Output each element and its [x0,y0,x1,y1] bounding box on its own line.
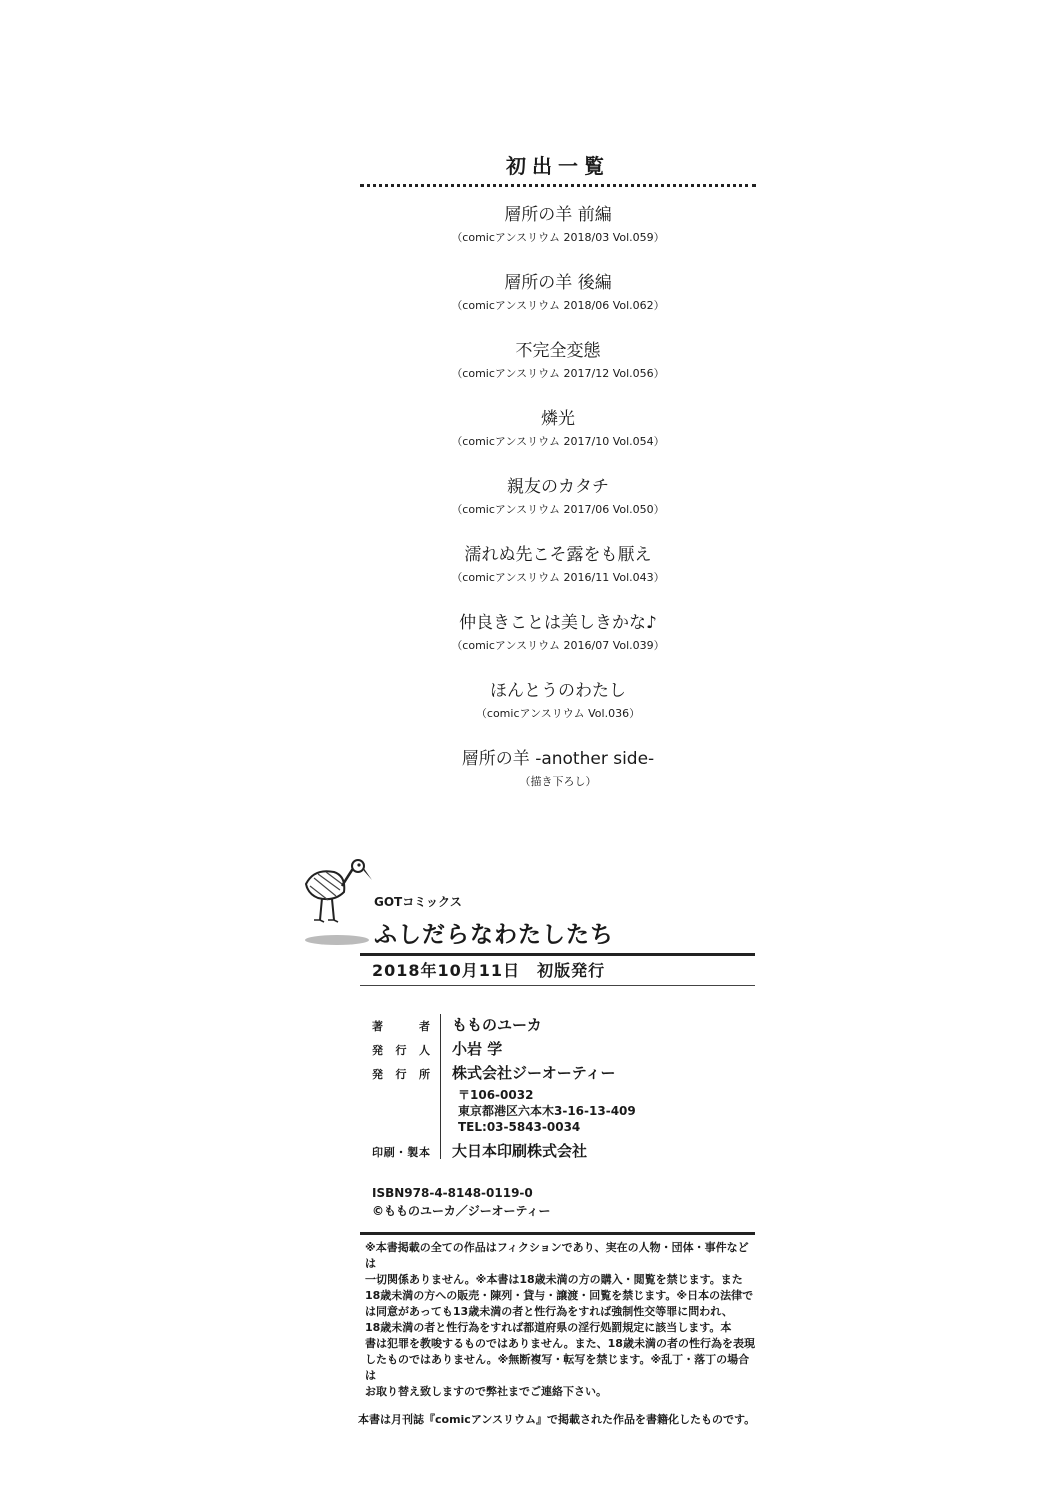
entry-title: 不完全変態 [515,341,601,361]
author-label: 著者 [372,1020,430,1033]
edition-date: 2018年10月11日 初版発行 [372,961,606,980]
list-entry [360,476,756,518]
copyright: ©もものユーカ／ジーオーティー [372,1204,551,1218]
legal-notice [365,1240,755,1400]
address: 東京都港区六本木3-16-13-409 [458,1104,636,1118]
dotted-divider [360,184,756,187]
entry-source: （comicアンスリウム Vol.036） [475,707,641,720]
entry-source: （comicアンスリウム 2017/06 Vol.050） [451,503,665,516]
entry-source: （comicアンスリウム 2018/03 Vol.059） [451,231,665,244]
entry-source: （comicアンスリウム 2017/12 Vol.056） [451,367,665,380]
notice-line: 一切関係ありません。※本書は18歳未満の方の購入・閲覧を禁じます。また [365,1273,743,1286]
title-divider [360,953,755,956]
list-entry [360,340,756,382]
notice-divider [360,1232,755,1235]
list-entry [360,680,756,722]
entry-title: 層所の羊 -another side- [461,749,655,769]
telephone: TEL:03-5843-0034 [458,1120,581,1134]
isbn: ISBN978-4-8148-0119-0 [372,1186,533,1200]
notice-line: は同意があっても13歳未満の者と性行為をすれば強制性交等罪に問われ、 [365,1305,733,1318]
list-entry [360,544,756,586]
entry-source: （comicアンスリウム 2017/10 Vol.054） [451,435,665,448]
list-entry [360,408,756,450]
printer-name: 大日本印刷株式会社 [452,1142,588,1160]
entry-title: 仲良きことは美しきかな♪ [459,613,657,633]
edition-divider [360,985,755,986]
entry-title: 燐光 [541,409,575,429]
author-name: もものユーカ [452,1016,542,1034]
publisher-label: 発行所 [372,1068,430,1081]
entry-title: 親友のカタチ [507,477,609,497]
entry-title: 濡れぬ先こそ露をも厭え [464,545,652,565]
notice-line: 書は犯罪を教唆するものではありません。また、18歳未満の者の性行為を表現 [365,1337,755,1350]
credits-divider [440,1014,441,1159]
entry-source: （描き下ろし） [519,775,597,788]
notice-line: したものではありません。※無断複写・転写を禁じます。※乱丁・落丁の場合は [365,1353,750,1382]
notice-line: ※本書掲載の全ての作品はフィクションであり、実在の人物・団体・事件などは [365,1241,749,1270]
list-entry [360,748,756,790]
publisher-name: 株式会社ジーオーティー [452,1064,616,1082]
list-heading: 初出一覧 [506,154,610,178]
entry-source: （comicアンスリウム 2016/07 Vol.039） [451,639,665,652]
series-name: GOTコミックス [374,895,462,909]
list-entry [360,272,756,314]
list-entry [360,612,756,654]
entry-title: 層所の羊 後編 [504,273,612,293]
entry-source: （comicアンスリウム 2018/06 Vol.062） [451,299,665,312]
publisher-person: 小岩 学 [452,1040,503,1058]
list-entry [360,204,756,246]
book-title: ふしだらなわたしたち [374,922,614,948]
entry-source: （comicアンスリウム 2016/11 Vol.043） [451,571,665,584]
printer-label: 印刷・製本 [372,1146,430,1159]
entry-title: ほんとうのわたし [490,681,626,701]
postal-code: 〒106-0032 [458,1088,534,1102]
footer-note: 本書は月刊誌『comicアンスリウム』で掲載された作品を書籍化したものです。 [358,1413,756,1426]
notice-line: 18歳未満の方への販売・陳列・貸与・譲渡・回覧を禁じます。※日本の法律で [365,1289,754,1302]
publisher-person-label: 発行人 [372,1044,430,1057]
notice-line: 18歳未満の者と性行為をすれば都道府県の淫行処罰規定に該当します。本 [365,1321,732,1334]
entry-title: 層所の羊 前編 [504,205,612,225]
notice-line: お取り替え致しますので弊社までご連絡下さい。 [365,1385,607,1398]
bird-mascot-icon [300,858,375,948]
